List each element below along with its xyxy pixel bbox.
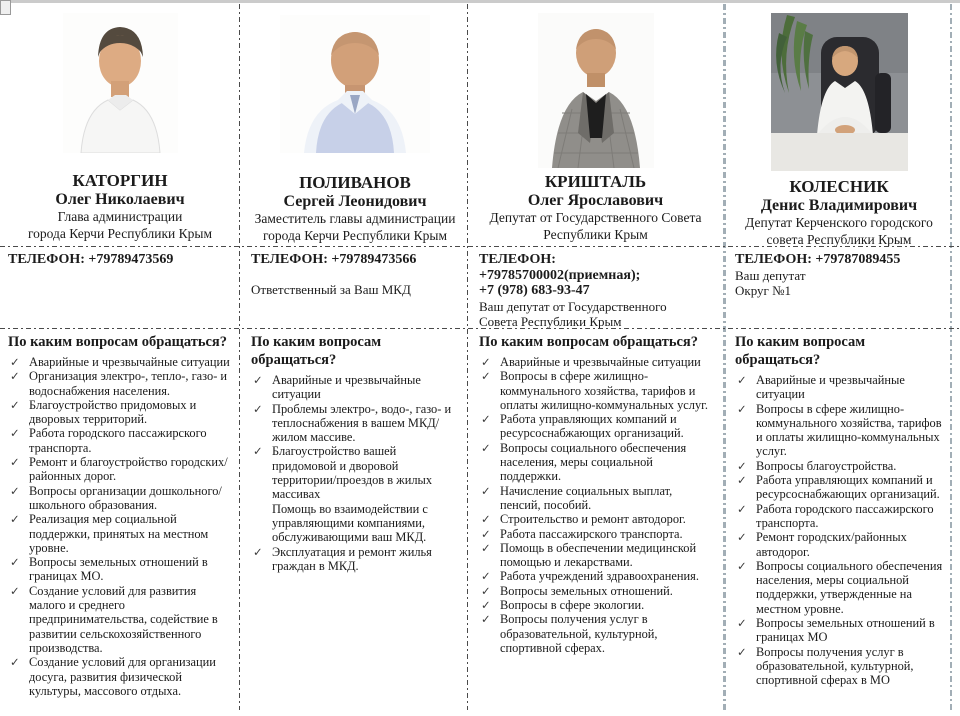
phone-lines — [251, 252, 461, 268]
questions-header: По каким вопросам обращаться? — [8, 334, 228, 350]
portrait-photo-illustration — [280, 15, 430, 153]
portrait-photo — [473, 3, 718, 168]
portrait-photo — [2, 3, 238, 153]
person-title-line: Депутат Керченского городского — [745, 215, 933, 230]
phone-lines — [479, 252, 714, 299]
question-item — [479, 512, 714, 526]
question-item — [8, 398, 234, 427]
person-title — [245, 211, 465, 244]
phone-extra-line: Совета Республики Крым — [479, 314, 622, 328]
phone-block — [729, 246, 949, 328]
phone-lines — [735, 252, 945, 268]
person-title — [473, 210, 718, 243]
checkmark-icon: ✓ — [481, 369, 491, 384]
phone-extra-lines — [479, 299, 714, 329]
checkmark-icon: ✓ — [481, 540, 491, 555]
person-header — [473, 3, 718, 246]
questions-block — [245, 328, 465, 573]
question-item — [479, 527, 714, 541]
person-title — [729, 215, 949, 246]
question-item — [251, 402, 461, 445]
person-given-name: Олег Ярославович — [527, 192, 664, 209]
question-item — [8, 426, 234, 455]
checkmark-icon: ✓ — [10, 426, 20, 441]
checkmark-icon: ✓ — [481, 598, 491, 613]
checkmark-icon: ✓ — [481, 512, 491, 527]
question-text: Работа управляющих компаний и ресурсоснабжающих организаций. — [500, 412, 684, 441]
question-item — [735, 645, 945, 688]
person-title-line: Заместитель главы администрации — [254, 211, 456, 226]
checkmark-icon: ✓ — [10, 369, 20, 384]
question-text: Работа городского пассажирского транспорта. — [756, 501, 934, 530]
checkmark-icon: ✓ — [737, 458, 747, 473]
question-item — [735, 402, 945, 459]
question-text: Вопросы земельных отношений в границах МО — [756, 616, 935, 645]
question-item — [8, 355, 234, 369]
question-text: Реализация мер социальной поддержки, принятых на местном уровне. — [29, 512, 209, 555]
question-text: Ремонт городских/районных автодорог. — [756, 530, 907, 559]
phone-block — [473, 246, 718, 328]
phone-number: ТЕЛЕФОН: +79789473569 — [8, 252, 174, 267]
question-text: Создание условий для развития малого и среднего предпринимательства, содействие в развитии сельскохозяйственного производства. — [29, 583, 218, 655]
checkmark-icon: ✓ — [737, 530, 747, 545]
question-text: Помощь во взаимодействии с управляющими компаниями, обслуживающими ваш МКД. — [272, 501, 428, 545]
phone-lines — [8, 252, 234, 268]
question-item — [479, 412, 714, 441]
question-item — [251, 502, 461, 545]
person-header — [2, 3, 238, 246]
questions-list — [8, 355, 234, 698]
question-item — [251, 545, 461, 574]
checkmark-icon: ✓ — [10, 355, 20, 369]
question-item — [735, 530, 945, 559]
phone-extra-line: Ответственный за Ваш МКД — [251, 281, 411, 297]
question-item — [8, 655, 234, 698]
checkmark-icon: ✓ — [253, 373, 263, 387]
phone-number: +7 (978) 683-93-47 — [479, 283, 590, 298]
question-text: Работа пассажирского транспорта. — [500, 526, 683, 541]
question-item — [735, 559, 945, 616]
checkmark-icon: ✓ — [253, 544, 263, 559]
question-item — [8, 455, 234, 484]
question-text: Вопросы организации дошкольного/школьного образования. — [29, 483, 222, 512]
person-surname: ПОЛИВАНОВ — [299, 173, 411, 192]
person-given-name: Сергей Леонидович — [283, 193, 427, 210]
question-text: Эксплуатация и ремонт жилья граждан в МКД. — [272, 544, 432, 573]
checkmark-icon: ✓ — [737, 473, 747, 488]
questions-block — [2, 328, 238, 698]
question-item — [479, 541, 714, 570]
questions-block — [473, 328, 718, 655]
question-text: Создание условий для организации досуга, развития физической культуры, массового отдыха. — [29, 655, 216, 698]
portrait-photo — [245, 3, 465, 153]
question-text: Аварийные и чрезвычайные ситуации — [500, 355, 701, 369]
question-text: Начисление социальных выплат, пенсий, пособий. — [500, 483, 673, 512]
question-text: Благоустройство придомовых и дворовых территорий. — [29, 397, 197, 427]
person-column-katorgin — [2, 3, 238, 716]
name-block — [473, 172, 718, 243]
person-title-line: Республики Крым — [543, 226, 648, 242]
phone-number: ТЕЛЕФОН: +79785700002(приемная); — [479, 252, 641, 283]
name-block — [245, 173, 465, 244]
question-item — [735, 473, 945, 502]
questions-list — [735, 373, 945, 688]
checkmark-icon: ✓ — [481, 483, 491, 498]
question-item — [735, 459, 945, 473]
question-text: Вопросы земельных отношений. — [500, 583, 673, 598]
question-text: Помощь в обеспечении медицинской помощью и лекарствами. — [500, 540, 697, 570]
checkmark-icon: ✓ — [10, 455, 20, 470]
checkmark-icon: ✓ — [737, 616, 747, 631]
checkmark-icon: ✓ — [10, 512, 20, 527]
question-text: Строительство и ремонт автодорог. — [500, 512, 686, 527]
question-text: Аварийные и чрезвычайные ситуации — [756, 373, 905, 402]
person-given-name: Денис Владимирович — [760, 197, 918, 214]
portrait-photo-illustration — [771, 13, 908, 171]
checkmark-icon: ✓ — [481, 412, 491, 427]
phone-number: ТЕЛЕФОН: +79787089455 — [735, 252, 901, 267]
name-block — [729, 177, 949, 246]
checkmark-icon: ✓ — [481, 355, 491, 369]
question-item — [479, 584, 714, 598]
person-surname: КОЛЕСНИК — [789, 177, 889, 196]
checkmark-icon: ✓ — [10, 483, 20, 498]
questions-list — [251, 373, 461, 573]
question-item — [735, 373, 945, 402]
checkmark-icon: ✓ — [737, 501, 747, 516]
checkmark-icon: ✓ — [253, 401, 263, 416]
checkmark-icon: ✓ — [253, 444, 263, 459]
questions-header: По каким вопросам обращаться? — [251, 334, 382, 368]
question-text: Вопросы получения услуг в образовательной, культурной, спортивной сферах в МО — [756, 644, 914, 688]
person-given-name: Олег Николаевич — [55, 191, 185, 208]
phone-extra-line: Ваш депутат от Государственного — [479, 298, 667, 314]
question-text: Вопросы благоустройства. — [756, 458, 897, 473]
checkmark-icon: ✓ — [481, 612, 491, 627]
question-item — [479, 355, 714, 369]
question-item — [251, 444, 461, 501]
question-text: Вопросы получения услуг в образовательной, культурной, спортивной сферах. — [500, 612, 658, 655]
questions-list — [479, 355, 714, 655]
column-divider-2 — [467, 4, 468, 710]
question-text: Вопросы в сфере экологии. — [500, 598, 645, 613]
question-item — [479, 484, 714, 513]
question-item — [735, 502, 945, 531]
checkmark-icon: ✓ — [737, 401, 747, 416]
question-item — [8, 584, 234, 655]
question-text: Вопросы в сфере жилищно-коммунального хозяйства, тарифов и оплаты жилищно-коммунальных услуг. — [756, 401, 942, 459]
column-divider-3 — [723, 4, 726, 710]
checkmark-icon: ✓ — [10, 555, 20, 570]
name-block — [2, 171, 238, 242]
person-title — [2, 209, 238, 242]
portrait-photo — [729, 3, 949, 171]
question-text: Аварийные и чрезвычайные ситуации — [272, 373, 421, 402]
phone-number: ТЕЛЕФОН: +79789473566 — [251, 252, 417, 267]
portrait-photo-illustration — [538, 13, 654, 168]
question-text: Вопросы земельных отношений в границах МО. — [29, 555, 208, 584]
question-item — [479, 612, 714, 655]
phone-extra-line: Округ №1 — [735, 283, 792, 298]
checkmark-icon: ✓ — [737, 558, 747, 573]
checkmark-icon: ✓ — [481, 440, 491, 455]
person-column-kolesnik — [729, 3, 949, 716]
question-text: Проблемы электро-, водо-, газо- и теплоснабжения в вашем МКД/жилом массиве. — [272, 401, 452, 445]
question-text: Работа учреждений здравоохранения. — [500, 569, 699, 584]
question-item — [735, 616, 945, 645]
phone-extra-line: Ваш депутат — [735, 267, 806, 283]
question-text: Вопросы социального обеспечения населения, меры социальной поддержки. — [500, 440, 687, 484]
question-text: Вопросы в сфере жилищно-коммунального хозяйства, тарифов и оплаты жилищно-коммунальных услуг. — [500, 369, 708, 412]
question-item — [8, 512, 234, 555]
phone-extra-lines — [251, 282, 461, 298]
person-title-line: города Керчи Республики Крым — [262, 227, 448, 243]
person-surname: КАТОРГИН — [72, 171, 168, 190]
checkmark-icon: ✓ — [481, 569, 491, 584]
checkmark-icon: ✓ — [10, 655, 20, 670]
question-item — [251, 373, 461, 402]
questions-header: По каким вопросам обращаться? — [479, 334, 699, 350]
portrait-photo-illustration — [63, 13, 178, 153]
checkmark-icon: ✓ — [10, 583, 20, 598]
phone-block — [2, 246, 238, 328]
question-item — [8, 484, 234, 513]
question-text: Организация электро-, тепло-, газо- и водоснабжения населения. — [29, 369, 228, 398]
question-item — [479, 569, 714, 583]
phone-extra-lines — [735, 268, 945, 299]
question-text: Ремонт и благоустройство городских/районных дорог. — [29, 455, 228, 484]
question-text: Работа управляющих компаний и ресурсоснабжающих организаций. — [756, 473, 940, 502]
question-item — [479, 598, 714, 612]
checkmark-icon: ✓ — [481, 526, 491, 541]
questions-header: По каким вопросам обращаться? — [735, 334, 866, 368]
person-column-polivanov — [245, 3, 465, 716]
checkmark-icon: ✓ — [10, 397, 20, 412]
person-title-line: Депутат от Государственного Совета — [489, 210, 702, 225]
person-header — [729, 3, 949, 246]
checkmark-icon: ✓ — [481, 583, 491, 598]
question-text: Благоустройство вашей придомовой и дворовой территории/проездов в жилых массивах — [272, 444, 433, 502]
question-item — [8, 555, 234, 584]
questions-block — [729, 328, 949, 688]
question-text: Аварийные и чрезвычайные ситуации — [29, 355, 230, 369]
checkmark-icon: ✓ — [737, 373, 747, 387]
phone-block — [245, 246, 465, 328]
person-column-krishtal — [473, 3, 718, 716]
question-item — [8, 369, 234, 398]
person-surname: КРИШТАЛЬ — [544, 172, 647, 191]
question-text: Работа городского пассажирского транспорта. — [29, 426, 207, 455]
person-title-line: города Керчи Республики Крым — [27, 225, 213, 241]
column-divider-right — [950, 4, 952, 710]
question-item — [479, 369, 714, 412]
checkmark-icon: ✓ — [737, 644, 747, 659]
question-item — [479, 441, 714, 484]
column-divider-1 — [239, 4, 240, 710]
question-text: Вопросы социального обеспечения населения, меры социальной поддержки, утвержденные на местном уровне. — [756, 558, 943, 616]
person-header — [245, 3, 465, 246]
person-title-line: Глава администрации — [57, 209, 183, 224]
person-title-line: совета Республики Крым — [766, 231, 912, 246]
